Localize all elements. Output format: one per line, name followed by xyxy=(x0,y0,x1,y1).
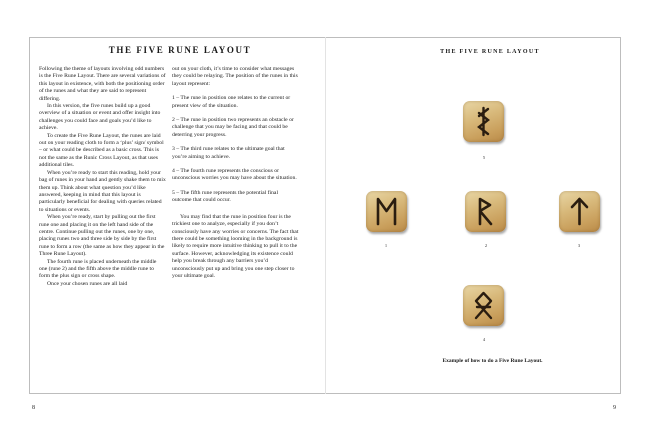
rune-label: 4 xyxy=(482,337,486,342)
rune-label: 3 xyxy=(577,243,581,248)
text-column-1 xyxy=(39,66,166,288)
page-gutter xyxy=(325,37,326,394)
page-title: THE FIVE RUNE LAYOUT xyxy=(108,45,252,55)
tiwaz-rune-icon xyxy=(559,191,600,232)
rune-label: 5 xyxy=(482,155,486,160)
paragraph: out on your cloth, it’s time to consider what messages they could be relaying. The position of the runes in this layout represent: xyxy=(172,66,298,87)
position-item: 5 – The fifth rune represents the potential final outcome that could occur. xyxy=(172,189,279,204)
rune-label: 1 xyxy=(384,243,388,248)
text-column-2 xyxy=(172,66,299,280)
paragraph: Following the theme of layouts involving odd numbers is the Five Rune Layout. There are several variations of this layout in existence, with both the positioning order of the runes and what they are said to represent differing. xyxy=(39,66,166,102)
rune-label: 2 xyxy=(484,243,488,248)
rune-tile-5 xyxy=(463,101,504,142)
rune-tile-2 xyxy=(465,191,506,232)
paragraph: When you’re ready, start by pulling out the first rune one and placing it on the left hand side of the centre. Continue pulling out the runes, one by one, placing runes two and three side by side by the first rune to form a row (the same as how they appear in the Three Rune Layout). xyxy=(39,214,165,258)
figure-caption: Example of how to do a Five Rune Layout. xyxy=(442,358,543,364)
paragraph: The fourth rune is placed underneath the middle one (rune 2) and the fifth above the middle rune to form the plus sign or cross shape. xyxy=(39,258,157,280)
raidho-rune-icon xyxy=(465,191,506,232)
ehwaz-rune-icon xyxy=(366,191,407,232)
position-item: 4 – The fourth rune represents the conscious or unconscious worries you may have about the situation. xyxy=(172,168,297,182)
paragraph: In this version, the five runes build up a good overview of a situation or event and offer insight into challenges you could face and goals you’d like to achieve. xyxy=(39,103,161,132)
position-item: 2 – The rune in position two represents an obstacle or challenge that you may be facing and that could be deterring your progress. xyxy=(172,117,294,138)
position-item: 1 – The rune in position one relates to the current or present view of the situation. xyxy=(172,95,291,109)
rune-tile-3 xyxy=(559,191,600,232)
paragraph: You may find that the rune in position four is the trickiest one to analyze, especially if you don’t consciously have any worries or concerns. The fact that there could be something looming in the background is likely to require more intuitive thinking to pull it to the surface. However, acknowledging its existence could help you break through any barriers you’d unconsciously put up and bring you one step closer to your ultimate goal. xyxy=(172,213,299,279)
page-number-right: 9 xyxy=(613,405,616,411)
paragraph: When you’re ready to start this reading, hold your bag of runes in your hand and gently shake them to mix them up. Think about what question you’d like answered, keeping in mind that this layout is particularly beneficial for dealing with queries related to situations or events. xyxy=(39,169,166,213)
figure-title: THE FIVE RUNE LAYOUT xyxy=(440,49,540,55)
paragraph: Once your chosen runes are all laid xyxy=(47,280,128,287)
position-item: 3 – The third rune relates to the ultimate goal that you’re aiming to achieve. xyxy=(172,146,285,160)
rune-tile-4 xyxy=(463,285,504,326)
page-number-left: 8 xyxy=(32,405,35,411)
rune-tile-1 xyxy=(366,191,407,232)
dagaz-bindrune-icon xyxy=(463,101,504,142)
paragraph: To create the Five Rune Layout, the runes are laid out on your reading cloth to form a ‘plus’ sign/ symbol – or what could be described as a basic cross. This is not the same as the Runic Cross Layout, as that uses additional tiles. xyxy=(39,132,164,169)
othala-rune-icon xyxy=(463,285,504,326)
